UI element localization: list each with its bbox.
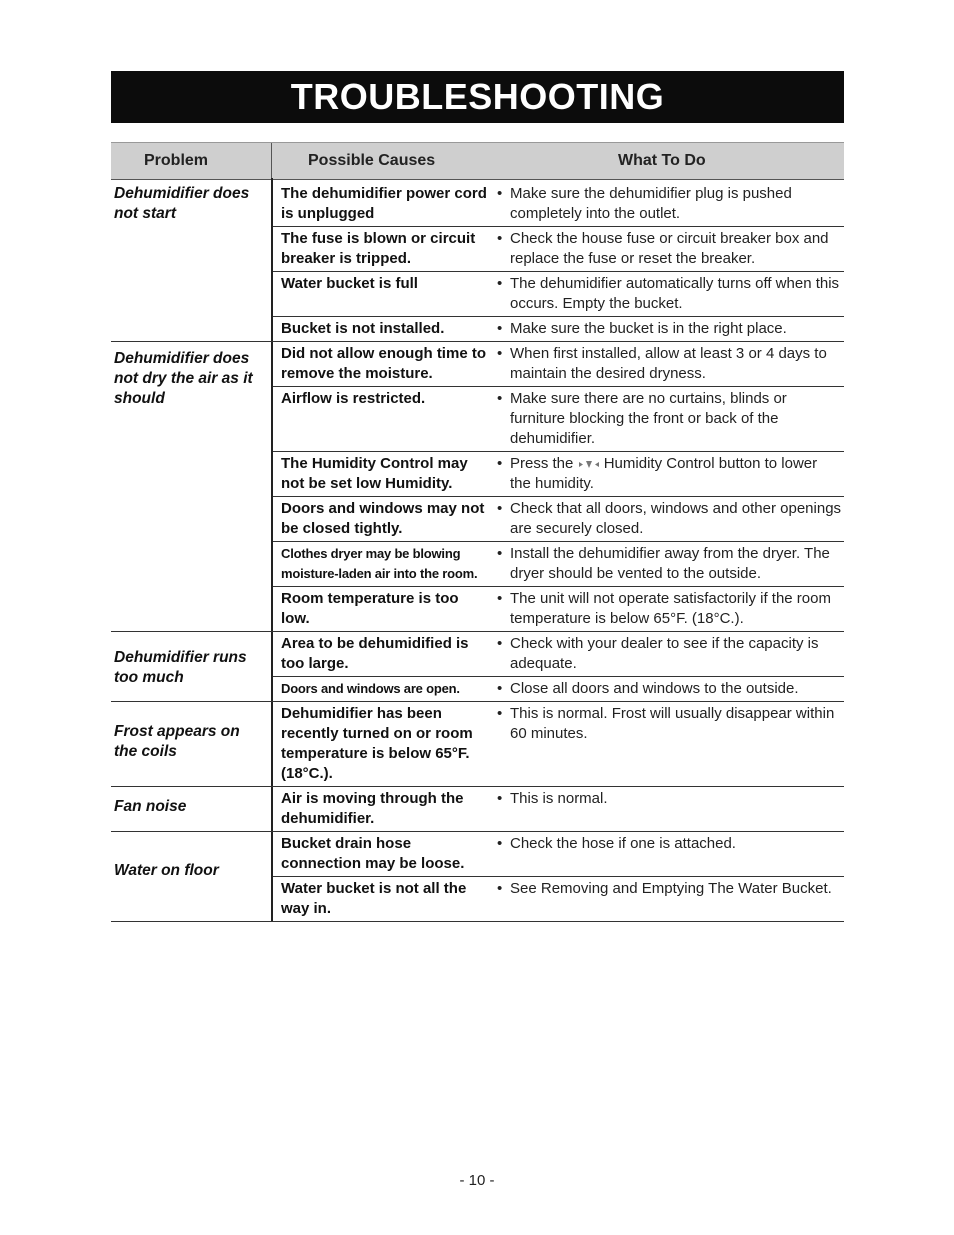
problem-runs-too-much: Dehumidifier runs too much xyxy=(114,649,247,686)
todo-text: Check that all doors, windows and other openings are securely closed. xyxy=(510,500,842,537)
group-divider xyxy=(111,701,844,702)
todo-cell xyxy=(497,229,842,269)
bullet: • xyxy=(497,790,503,807)
todo-text: This is normal. xyxy=(510,790,608,807)
cause-cell: Water bucket is full xyxy=(281,275,418,292)
todo-cell xyxy=(497,344,842,384)
todo-cell xyxy=(497,454,842,494)
cause-cell: The dehumidifier power cord is unplugged xyxy=(281,185,487,222)
table-header xyxy=(111,142,844,180)
row-divider xyxy=(273,226,844,227)
problem-water-on-floor: Water on floor xyxy=(114,862,219,879)
column-divider xyxy=(271,178,273,922)
row-divider xyxy=(273,496,844,497)
cause-cell: Dehumidifier has been recently turned on or room temperature is below 65°F. (18°C.). xyxy=(281,705,473,782)
bullet: • xyxy=(497,455,503,472)
todo-cell xyxy=(497,679,842,699)
header-what-to-do: What To Do xyxy=(618,152,706,169)
cause-cell: The Humidity Control may not be set low Humidity. xyxy=(281,455,468,492)
todo-cell xyxy=(497,834,842,854)
todo-text: Make sure there are no curtains, blinds or furniture blocking the front or back of the dehumidifier. xyxy=(510,390,787,447)
todo-text: This is normal. Frost will usually disappear within 60 minutes. xyxy=(510,705,835,742)
row-divider xyxy=(273,451,844,452)
cause-cell: The fuse is blown or circuit breaker is tripped. xyxy=(281,230,476,267)
bullet: • xyxy=(497,590,503,607)
cause-cell: Did not allow enough time to remove the moisture. xyxy=(281,345,486,382)
bullet: • xyxy=(497,705,503,722)
header-divider xyxy=(271,143,272,179)
todo-text: The dehumidifier automatically turns off when this occurs. Empty the bucket. xyxy=(510,275,840,312)
page-title: TROUBLESHOOTING xyxy=(111,71,844,123)
bullet: • xyxy=(497,320,503,337)
row-divider xyxy=(273,386,844,387)
humidity-down-arrow-icon xyxy=(578,460,600,469)
row-divider xyxy=(273,316,844,317)
group-divider xyxy=(111,341,844,342)
problem-fan-noise: Fan noise xyxy=(114,798,187,815)
row-divider xyxy=(273,676,844,677)
todo-text: Install the dehumidifier away from the dryer. The dryer should be vented to the outside. xyxy=(510,545,830,582)
todo-text: Make sure the dehumidifier plug is pushed completely into the outlet. xyxy=(510,185,792,222)
todo-text: Check the hose if one is attached. xyxy=(510,835,736,852)
group-divider xyxy=(111,786,844,787)
bullet: • xyxy=(497,230,503,247)
todo-cell xyxy=(497,789,842,809)
todo-text: The unit will not operate satisfactorily if the room temperature is below 65°F. (18°C.). xyxy=(510,590,831,627)
todo-text xyxy=(497,454,842,494)
todo-cell xyxy=(497,544,842,584)
todo-cell xyxy=(497,589,842,629)
todo-text: Check the house fuse or circuit breaker box and replace the fuse or reset the breaker. xyxy=(510,230,829,267)
row-divider xyxy=(273,541,844,542)
cause-cell: Area to be dehumidified is too large. xyxy=(281,635,469,672)
row-divider xyxy=(273,271,844,272)
bullet: • xyxy=(497,880,503,897)
bullet: • xyxy=(497,345,503,362)
bullet: • xyxy=(497,680,503,697)
cause-cell: Water bucket is not all the way in. xyxy=(281,880,467,917)
problem-frost: Frost appears on the coils xyxy=(114,723,240,760)
bullet: • xyxy=(497,545,503,562)
group-divider xyxy=(111,831,844,832)
row-divider xyxy=(273,586,844,587)
bullet: • xyxy=(497,835,503,852)
todo-text-part: Humidity Control button to lower the humidity. xyxy=(510,455,818,492)
table-bottom-rule xyxy=(111,921,844,922)
bullet: • xyxy=(497,635,503,652)
row-divider xyxy=(273,876,844,877)
todo-text: Make sure the bucket is in the right place. xyxy=(510,320,787,337)
todo-text: When first installed, allow at least 3 or 4 days to maintain the desired dryness. xyxy=(510,345,827,382)
todo-cell xyxy=(497,634,842,674)
todo-text-part: Press the xyxy=(510,455,574,472)
todo-cell xyxy=(497,704,842,744)
todo-text: See Removing and Emptying The Water Bucket. xyxy=(510,880,832,897)
cause-cell: Bucket drain hose connection may be loose. xyxy=(281,835,465,872)
todo-cell xyxy=(497,499,842,539)
bullet: • xyxy=(497,185,503,202)
cause-cell: Airflow is restricted. xyxy=(281,390,426,407)
todo-text: Close all doors and windows to the outside. xyxy=(510,680,799,697)
header-problem: Problem xyxy=(144,152,209,169)
cause-cell: Doors and windows are open. xyxy=(281,681,460,696)
cause-cell: Bucket is not installed. xyxy=(281,320,445,337)
bullet: • xyxy=(497,390,503,407)
problem-does-not-start: Dehumidifier does not start xyxy=(114,185,250,222)
cause-cell: Doors and windows may not be closed tightly. xyxy=(281,500,485,537)
cause-cell: Room temperature is too low. xyxy=(281,590,459,627)
cause-cell: Air is moving through the dehumidifier. xyxy=(281,790,464,827)
problem-does-not-dry: Dehumidifier does not dry the air as it should xyxy=(114,350,253,407)
cause-cell: Clothes dryer may be blowing moisture-laden air into the room. xyxy=(281,546,478,581)
todo-cell xyxy=(497,184,842,224)
bullet: • xyxy=(497,500,503,517)
todo-text: Check with your dealer to see if the capacity is adequate. xyxy=(510,635,819,672)
group-divider xyxy=(111,631,844,632)
header-possible-causes: Possible Causes xyxy=(308,152,436,169)
page-number: - 10 - xyxy=(459,1172,495,1189)
todo-cell xyxy=(497,389,842,449)
bullet: • xyxy=(497,275,503,292)
todo-cell xyxy=(497,879,842,899)
todo-cell xyxy=(497,274,842,314)
todo-cell xyxy=(497,319,842,339)
